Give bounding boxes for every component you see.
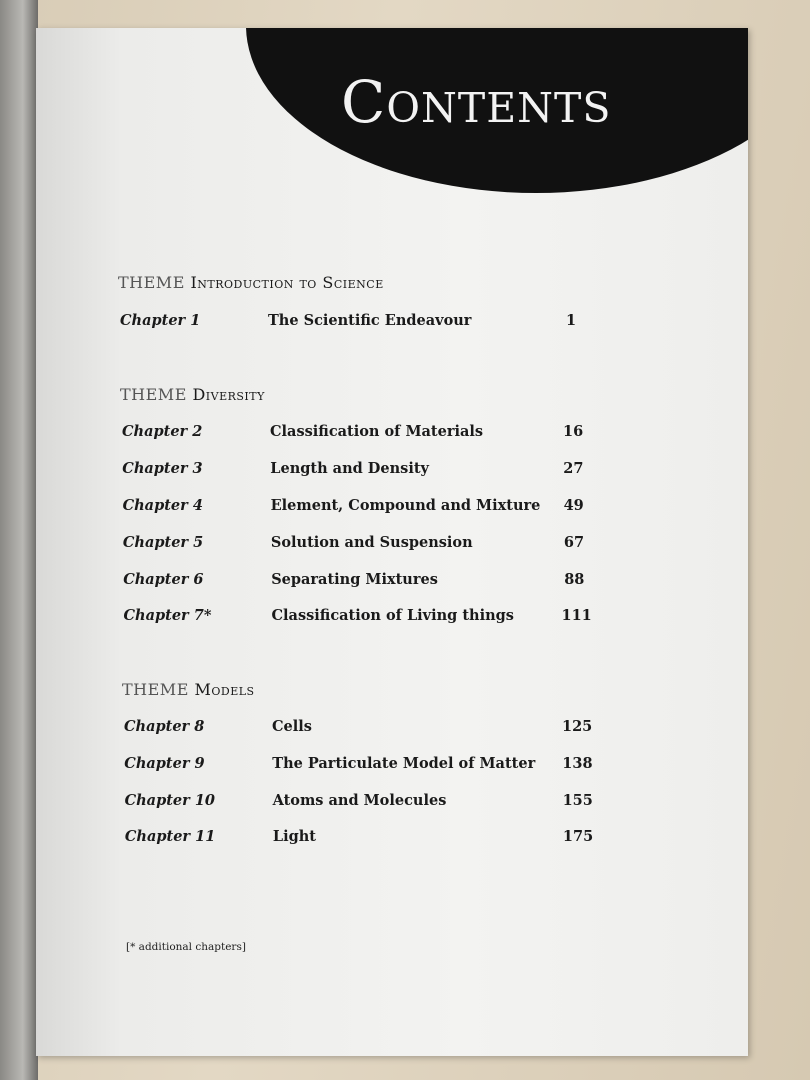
chapter-number: Chapter 5 (122, 534, 204, 551)
page-number: 138 (562, 755, 593, 772)
page-number: 27 (563, 460, 584, 477)
page-number: 49 (563, 497, 584, 514)
chapter-number: Chapter 6 (123, 571, 204, 588)
chapter-title: Solution and Suspension (270, 534, 473, 551)
chapter-number: Chapter 3 (122, 460, 203, 477)
chapter-number: Chapter 11 (124, 828, 216, 845)
facing-page-edge (0, 0, 38, 1080)
footnote: [* additional chapters] (126, 941, 246, 953)
theme-heading (122, 680, 255, 699)
page-number: 1 (566, 312, 577, 329)
chapter-title: Cells (272, 718, 312, 735)
page-number: 125 (562, 718, 593, 735)
chapter-number: Chapter 1 (120, 312, 201, 329)
theme-heading (118, 273, 384, 292)
page-number: 175 (562, 828, 594, 845)
page-title: Contents (341, 68, 612, 136)
chapter-title: Element, Compound and Mixture (270, 497, 541, 514)
theme-prefix: THEME (120, 385, 187, 404)
chapter-title: Classification of Living things (271, 607, 514, 624)
chapter-number: Chapter 8 (124, 718, 205, 735)
chapter-number: Chapter 10 (124, 792, 215, 809)
theme-prefix: THEME (118, 273, 185, 292)
theme-prefix: THEME (122, 680, 189, 699)
theme-name: Models (194, 680, 255, 699)
chapter-title: Light (272, 828, 316, 845)
chapter-number: Chapter 4 (122, 497, 203, 514)
page-number: 111 (561, 607, 592, 624)
chapter-number: Chapter 7* (123, 607, 212, 624)
theme-heading (120, 385, 265, 404)
page-number: 88 (564, 571, 585, 588)
chapter-title: Length and Density (270, 460, 429, 477)
theme-name: Diversity (192, 385, 265, 404)
chapter-title: Separating Mixtures (271, 571, 438, 588)
page-number: 155 (562, 792, 593, 809)
chapter-title: The Particulate Model of Matter (272, 755, 536, 772)
chapter-number: Chapter 2 (122, 423, 203, 440)
page-number: 67 (563, 534, 585, 551)
chapter-title: The Scientific Endeavour (268, 312, 472, 329)
chapter-title: Atoms and Molecules (272, 792, 447, 809)
contents-page (36, 28, 748, 1056)
chapter-number: Chapter 9 (124, 755, 205, 772)
chapter-title: Classification of Materials (270, 423, 484, 440)
page-number: 16 (563, 423, 584, 440)
theme-name: Introduction to Science (190, 273, 384, 292)
